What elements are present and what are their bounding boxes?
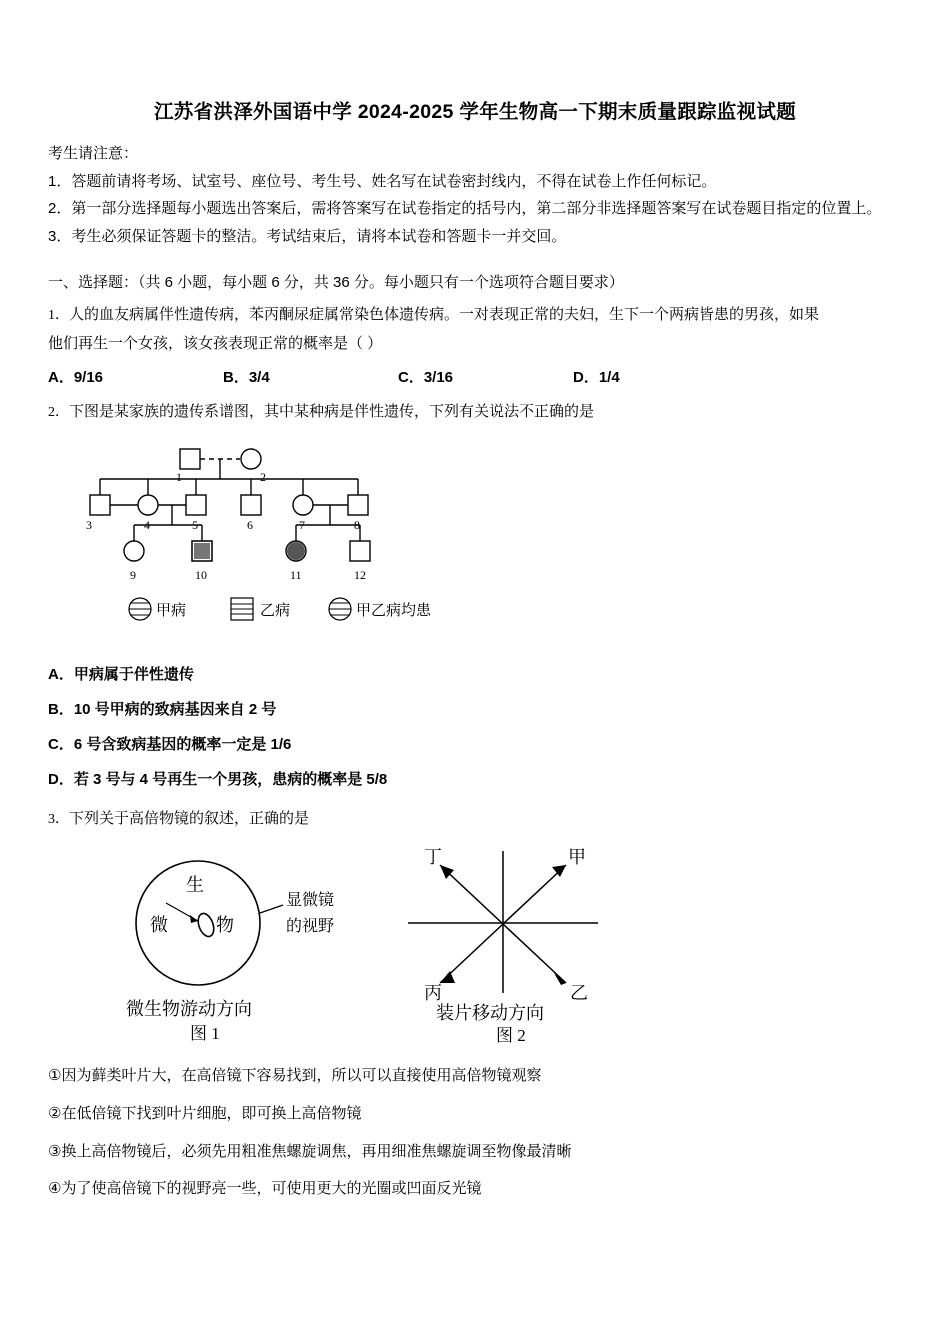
notice-item-2: 2．第一部分选择题每小题选出答案后，需将答案写在试卷指定的括号内，第二部分非选择题答案写在试卷题目指定的位置上。 bbox=[48, 200, 882, 218]
pedigree-label-8: 8 bbox=[354, 517, 360, 532]
pedigree-legend-3: 甲乙病均患 bbox=[356, 601, 432, 619]
fig1-label-microscope: 显微镜 bbox=[286, 892, 335, 910]
fig2-caption-number: 图 2 bbox=[496, 1026, 526, 1044]
fig1-label-wei: 微 bbox=[150, 915, 168, 936]
question-1-option-b: B．3/4 bbox=[223, 369, 270, 387]
question-1-stem-line-1: 人的血友病属伴性遗传病，苯丙酮尿症属常染色体遗传病。一对表现正常的夫妇，生下一个两病皆患的男孩，如果 bbox=[69, 305, 820, 323]
question-3-stem bbox=[48, 804, 902, 833]
question-3-statement-3: ③换上高倍物镜后，必须先用粗准焦螺旋调焦，再用细准焦螺旋调至物像最清晰 bbox=[48, 1142, 572, 1160]
pedigree-label-5: 5 bbox=[192, 517, 198, 532]
fig2-label-ding: 丁 bbox=[424, 847, 442, 868]
question-3-number: 3． bbox=[48, 811, 69, 827]
fig2-caption-direction: 装片移动方向 bbox=[436, 1003, 544, 1024]
question-1-options bbox=[48, 366, 902, 387]
pedigree-label-11: 11 bbox=[290, 567, 302, 582]
question-2-stem bbox=[48, 397, 902, 426]
pedigree-chart bbox=[68, 437, 902, 652]
pedigree-label-12: 12 bbox=[354, 567, 366, 582]
fig1-label-wu: 物 bbox=[216, 915, 234, 936]
question-1-stem bbox=[48, 300, 902, 329]
notice-item-3: 3．考生必须保证答题卡的整洁。考试结束后，请将本试卷和答题卡一并交回。 bbox=[48, 227, 567, 245]
pedigree-label-2: 2 bbox=[260, 469, 266, 484]
question-1-option-c: C．3/16 bbox=[398, 369, 454, 387]
fig1-label-sheng: 生 bbox=[186, 875, 204, 896]
question-1-stem-line-2: 他们再生一个女孩，该女孩表现正常的概率是（ ） bbox=[48, 335, 383, 353]
page-title: 江苏省洪泽外国语中学 2024-2025 学年生物高一下期末质量跟踪监视试题 bbox=[154, 101, 796, 123]
fig2-label-yi: 乙 bbox=[570, 983, 588, 1004]
pedigree-label-1: 1 bbox=[176, 469, 182, 484]
question-2-option-d: D．若 3 号与 4 号再生一个男孩，患病的概率是 5/8 bbox=[48, 770, 388, 788]
question-2-stem-text: 下图是某家族的遗传系谱图，其中某种病是伴性遗传，下列有关说法不正确的是 bbox=[69, 403, 595, 421]
microscope-field-diagram bbox=[78, 843, 902, 1043]
paper-content bbox=[48, 96, 902, 1216]
section-one-heading: 一、选择题：（共 6 小题，每小题 6 分，共 36 分。每小题只有一个选项符合题目要求） bbox=[48, 273, 624, 291]
pedigree-label-6: 6 bbox=[247, 517, 253, 532]
pedigree-legend-2: 乙病 bbox=[260, 601, 291, 619]
question-2-number: 2． bbox=[48, 405, 69, 421]
question-1-option-d: D．1/4 bbox=[573, 369, 620, 387]
question-3-statement-4: ④为了使高倍镜下的视野亮一些，可使用更大的光圈或凹面反光镜 bbox=[48, 1180, 482, 1198]
fig2-label-jia: 甲 bbox=[568, 847, 586, 868]
pedigree-label-9: 9 bbox=[130, 567, 136, 582]
fig2-label-bing: 丙 bbox=[424, 983, 442, 1004]
question-2-option-b: B．10 号甲病的致病基因来自 2 号 bbox=[48, 700, 277, 718]
question-3-stem-text: 下列关于高倍物镜的叙述，正确的是 bbox=[69, 809, 310, 827]
pedigree-chart-svg bbox=[68, 437, 488, 652]
question-2-option-a: A．甲病属于伴性遗传 bbox=[48, 665, 194, 683]
question-3-statement-1: ①因为藓类叶片大，在高倍镜下容易找到，所以可以直接使用高倍物镜观察 bbox=[48, 1067, 542, 1085]
question-1-number: 1． bbox=[48, 307, 69, 323]
question-3-statement-2: ②在低倍镜下找到叶片细胞，即可换上高倍物镜 bbox=[48, 1104, 362, 1122]
pedigree-label-7: 7 bbox=[299, 517, 305, 532]
pedigree-label-3: 3 bbox=[86, 517, 92, 532]
pedigree-legend-1: 甲病 bbox=[156, 601, 187, 619]
fig1-caption-direction: 微生物游动方向 bbox=[126, 999, 252, 1020]
question-2-option-c: C．6 号含致病基因的概率一定是 1/6 bbox=[48, 735, 292, 753]
fig1-caption-number: 图 1 bbox=[190, 1024, 220, 1044]
notice-heading: 考生请注意： bbox=[48, 145, 139, 162]
question-1-option-a: A．9/16 bbox=[48, 369, 104, 387]
pedigree-label-4: 4 bbox=[144, 517, 150, 532]
fig1-label-field: 的视野 bbox=[286, 918, 335, 936]
pedigree-label-10: 10 bbox=[195, 567, 207, 582]
microscope-field-svg bbox=[78, 843, 638, 1043]
notice-item-1: 1．答题前请将考场、试室号、座位号、考生号、姓名写在试卷密封线内，不得在试卷上作任何标记。 bbox=[48, 173, 717, 190]
